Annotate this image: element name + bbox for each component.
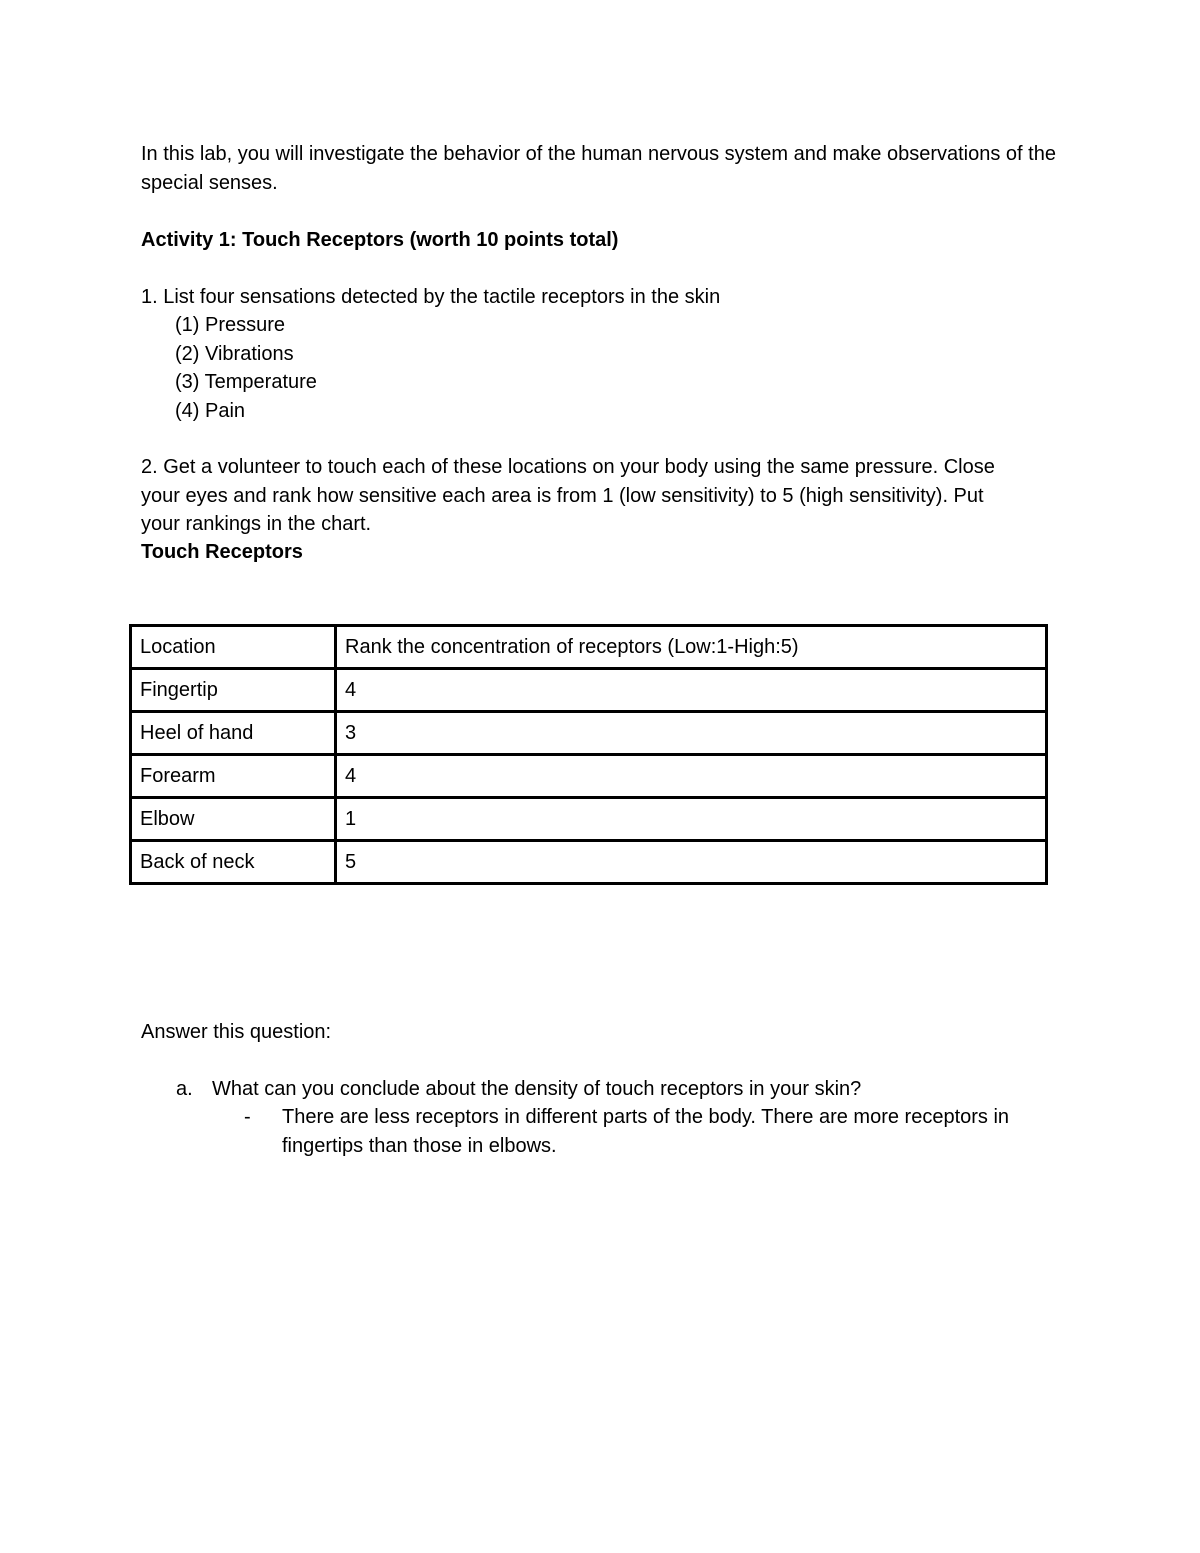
rank-cell: 3 — [336, 712, 1047, 755]
location-cell: Elbow — [131, 798, 336, 841]
answer-bullet: - — [244, 1106, 251, 1128]
list-item: (1) Pressure — [175, 314, 286, 336]
table-row — [131, 841, 1047, 884]
sensations-list — [175, 311, 317, 425]
location-cell: Back of neck — [131, 841, 336, 884]
table-row — [131, 798, 1047, 841]
rank-cell: 4 — [336, 755, 1047, 798]
location-cell: Forearm — [131, 755, 336, 798]
header-cell-location: Location — [131, 626, 336, 669]
rank-cell: 5 — [336, 841, 1047, 884]
list-item: (2) Vibrations — [175, 342, 294, 365]
location-cell: Fingertip — [131, 669, 336, 712]
location-cell: Heel of hand — [131, 712, 336, 755]
table-header-row — [131, 626, 1047, 669]
activity-title: Activity 1: Touch Receptors (worth 10 points total) — [141, 229, 619, 251]
answer-a-text: There are less receptors in different parts of the body. There are more receptors in fingertips than those in elbows. — [282, 1106, 1010, 1157]
table-row — [131, 712, 1047, 755]
touch-receptors-table — [129, 624, 1048, 885]
table-row — [131, 755, 1047, 798]
header-cell-rank: Rank the concentration of receptors (Low:1-High:5) — [336, 626, 1047, 669]
question-a-text: What can you conclude about the density of touch receptors in your skin? — [212, 1078, 862, 1100]
question-a-marker: a. — [176, 1078, 193, 1100]
question-1-prompt: 1. List four sensations detected by the tactile receptors in the skin — [141, 286, 721, 308]
list-item: (3) Temperature — [175, 371, 317, 393]
rank-cell: 4 — [336, 669, 1047, 712]
list-item: (4) Pain — [175, 399, 246, 422]
table-title: Touch Receptors — [141, 541, 303, 563]
intro-paragraph: In this lab, you will investigate the behavior of the human nervous system and make observations of the special senses. — [141, 143, 1056, 194]
rank-cell: 1 — [336, 798, 1047, 841]
table-row — [131, 669, 1047, 712]
answer-prompt: Answer this question: — [141, 1021, 332, 1043]
question-2-prompt: 2. Get a volunteer to touch each of these locations on your body using the same pressure. Close your eyes and rank how sensitive each area is from 1 (low sensitivity) to 5 (high sensitivity). Put your rankings in the chart. — [141, 456, 995, 535]
